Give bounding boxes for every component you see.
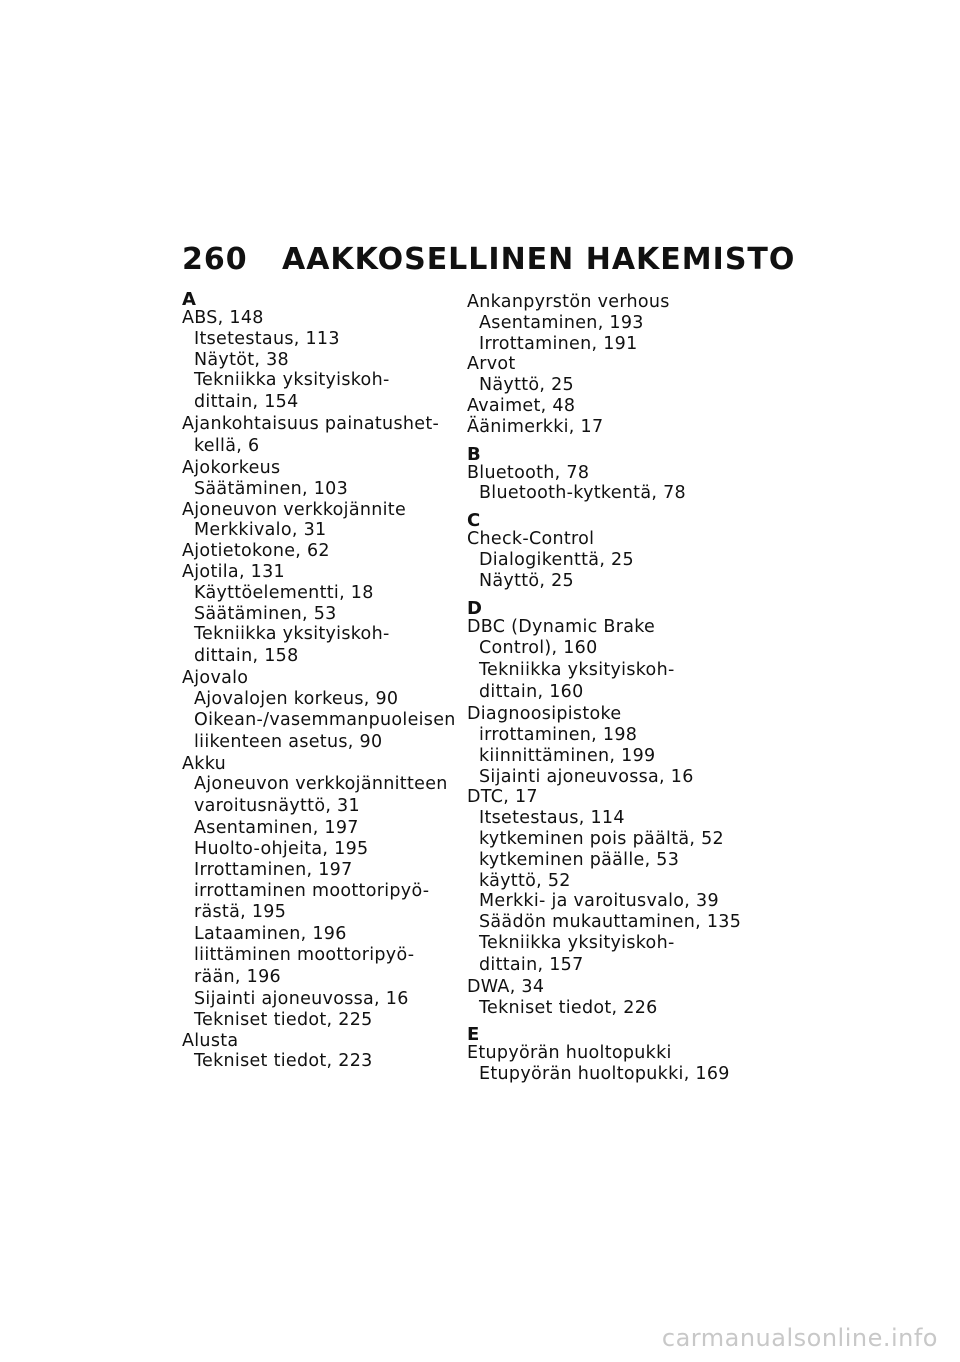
page-header [182,242,795,277]
index-subentry: Lataaminen, 196 [194,924,347,945]
index-subentry: Tekniset tiedot, 226 [479,997,658,1018]
index-entry: Ajoneuvon verkkojännite [182,499,407,520]
index-subentry: Merkki- ja varoitusvalo, 39 [479,891,719,912]
index-subentry: irrottaminen, 198 [479,724,638,745]
index-entry: Bluetooth, 78 [467,462,590,483]
index-subentry: Sijainti ajoneuvossa, 16 [479,766,694,787]
index-subentry: Asentaminen, 197 [194,818,359,839]
index-entry: Alusta [182,1030,239,1051]
index-subentry: irrottaminen moottoripyö- [194,880,430,901]
watermark: carmanualsonline.info [661,1324,938,1352]
index-subentry: Sijainti ajoneuvossa, 16 [194,988,409,1009]
index-subentry: Ajoneuvon verkkojännitteen [194,774,448,795]
index-subentry: Oikean-/vasemmanpuoleisen [194,709,456,730]
index-subentry: rään, 196 [194,966,281,987]
index-subentry: dittain, 158 [194,646,299,667]
index-entry: Ajotila, 131 [182,561,285,582]
index-subentry: Tekniset tiedot, 223 [194,1051,373,1072]
index-subentry: kytkeminen pois päältä, 52 [479,828,724,849]
index-subentry: dittain, 154 [194,392,299,413]
index-entry: DTC, 17 [467,787,538,808]
index-subentry: käyttö, 52 [479,870,571,891]
index-subentry: Käyttöelementti, 18 [194,582,374,603]
index-subentry: Dialogikenttä, 25 [479,549,634,570]
index-subentry: Bluetooth-kytkentä, 78 [479,483,686,504]
index-entry: Etupyörän huoltopukki [467,1043,672,1064]
index-subentry: Säätäminen, 103 [194,478,349,499]
index-column-left [182,289,456,1072]
section-letter-a: A [182,289,197,310]
index-entry: Check-Control [467,529,595,550]
index-subentry: Asentaminen, 193 [479,312,644,333]
index-subentry: Ajovalojen korkeus, 90 [194,688,399,709]
index-subentry: Tekniset tiedot, 225 [194,1009,373,1030]
index-entry: Ajokorkeus [182,457,281,478]
index-subentry: dittain, 160 [479,682,584,703]
index-entry: Ajotietokone, 62 [182,541,330,562]
index-column-right [467,292,747,1085]
index-entry: DWA, 34 [467,976,545,997]
index-subentry: Säätäminen, 53 [194,603,337,624]
index-entry: Diagnoosipistoke [467,704,622,725]
index-subentry: dittain, 157 [479,954,584,975]
index-subentry: kytkeminen päälle, 53 [479,849,680,870]
index-entry: Äänimerkki, 17 [467,416,604,437]
index-entry: DBC (Dynamic Brake [467,616,656,637]
index-subentry: Tekniikka yksityiskoh- [194,370,390,391]
index-subentry: Säädön mukauttaminen, 135 [479,912,742,933]
index-entry: Avaimet, 48 [467,395,576,416]
index-subentry: Merkkivalo, 31 [194,520,327,541]
page-number: 260 [182,242,248,277]
index-subentry: Etupyörän huoltopukki, 169 [479,1064,730,1085]
index-subentry: Näytöt, 38 [194,349,289,370]
index-subentry: Itsetestaus, 114 [479,808,625,829]
index-subentry: liittäminen moottoripyö- [194,945,415,966]
index-entry: Ankanpyrstön verhous [467,292,670,312]
index-subentry: Näyttö, 25 [479,375,574,396]
index-subentry: Irrottaminen, 191 [479,333,638,354]
index-subentry: Irrottaminen, 197 [194,859,353,880]
index-subentry: Tekniikka yksityiskoh- [479,660,675,681]
index-entry-continued: kellä, 6 [194,435,260,456]
index-subentry: varoitusnäyttö, 31 [194,796,360,817]
index-subentry: rästä, 195 [194,902,287,923]
index-subentry: kiinnittäminen, 199 [479,745,656,766]
index-subentry: Huolto-ohjeita, 195 [194,838,369,859]
index-entry: Ajankohtaisuus painatushet- [182,414,440,435]
index-subentry: Näyttö, 25 [479,570,574,591]
section-letter-c: C [467,510,481,532]
index-subentry: Tekniikka yksityiskoh- [194,624,390,645]
index-subentry: Itsetestaus, 113 [194,328,340,349]
section-letter-e: E [467,1024,480,1046]
index-entry: Ajovalo [182,668,249,689]
index-subentry: liikenteen asetus, 90 [194,731,383,752]
index-entry: ABS, 148 [182,308,264,328]
index-subentry: Tekniikka yksityiskoh- [479,932,675,953]
section-letter-b: B [467,443,482,465]
page-title: AAKKOSELLINEN HAKEMISTO [282,242,796,277]
index-entry-continued: Control), 160 [479,638,598,659]
index-entry: Akku [182,753,226,774]
index-entry: Arvot [467,354,516,375]
section-letter-d: D [467,597,483,619]
